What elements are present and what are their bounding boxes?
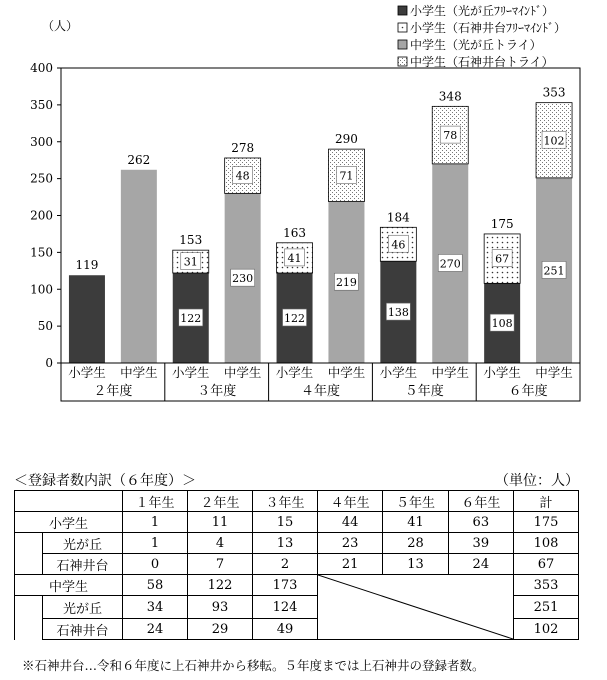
data-label: 219 <box>335 276 357 290</box>
header-cell: ６年生 <box>448 491 513 512</box>
table-cell: 251 <box>514 596 579 619</box>
header-cell <box>15 491 123 512</box>
data-label: 46 <box>391 238 406 252</box>
data-label: 67 <box>495 252 510 266</box>
indent-cell <box>15 533 43 575</box>
legend-swatch <box>398 6 407 15</box>
table-cell: 24 <box>448 554 513 575</box>
table-cell: 122 <box>188 575 253 596</box>
legend-swatch <box>398 40 407 49</box>
data-label: 108 <box>491 317 513 331</box>
legend-label: 中学生（光が丘トライ） <box>410 38 542 52</box>
year-label: ４年度 <box>300 384 341 399</box>
row-label: 石神井台 <box>43 619 123 640</box>
not-applicable-cell <box>318 575 514 640</box>
footnote: ※石神井台…令和６年度に上石神井から移転。５年度までは上石神井の登録者数。 <box>22 658 485 673</box>
table-cell: 49 <box>253 619 318 640</box>
breakdown-title: ＜登録者数内訳（６年度）＞ <box>14 473 196 489</box>
y-axis-label: （人） <box>42 19 79 33</box>
category-label: 小学生 <box>483 365 521 380</box>
category-label: 中学生 <box>120 365 158 380</box>
data-label: 48 <box>235 169 250 183</box>
category-label: 小学生 <box>68 365 106 380</box>
data-label: 71 <box>339 169 354 183</box>
table-cell: 29 <box>188 619 253 640</box>
table-cell: 173 <box>253 575 318 596</box>
table-header-row <box>15 491 579 512</box>
table-cell: 124 <box>253 596 318 619</box>
bar-segment <box>121 170 157 363</box>
data-label: 102 <box>543 134 565 148</box>
table-cell: 11 <box>188 512 253 533</box>
y-tick-label: 50 <box>37 319 53 334</box>
bar-total-label: 278 <box>231 140 255 155</box>
table-cell: 24 <box>123 619 188 640</box>
header-cell: １年生 <box>123 491 188 512</box>
year-label: ３年度 <box>197 384 237 399</box>
legend-label: 小学生（光が丘ﾌﾘｰﾏｲﾝﾄﾞ） <box>410 4 555 18</box>
header-cell: 計 <box>514 491 579 512</box>
bar-total-label: 163 <box>283 225 307 240</box>
table-cell: 39 <box>448 533 513 554</box>
y-tick-label: 350 <box>30 97 53 112</box>
bar-total-label: 153 <box>179 233 203 248</box>
header-cell: ４年生 <box>318 491 383 512</box>
table-cell: 67 <box>514 554 579 575</box>
y-tick-label: 250 <box>30 171 53 186</box>
bar-segment <box>69 275 105 363</box>
header-cell: ２年生 <box>188 491 253 512</box>
category-label: 中学生 <box>223 365 262 380</box>
table-row <box>15 554 579 575</box>
data-label: 122 <box>284 312 306 326</box>
table-cell: 44 <box>318 512 383 533</box>
category-label: 小学生 <box>379 365 418 380</box>
header-cell: ３年生 <box>253 491 318 512</box>
bar-total-label: 119 <box>75 258 99 273</box>
table-cell: 23 <box>318 533 383 554</box>
category-label: 中学生 <box>431 365 470 380</box>
unit-label: （単位：人） <box>495 473 579 489</box>
legend-label: 中学生（石神井台トライ） <box>410 55 554 69</box>
table-cell: 1 <box>123 533 188 554</box>
bar-total-label: 290 <box>334 132 358 147</box>
bar-total-label: 184 <box>386 210 410 225</box>
y-tick-label: 300 <box>30 134 53 149</box>
table-cell: 175 <box>514 512 579 533</box>
table-cell: 34 <box>123 596 188 619</box>
table-cell: 63 <box>448 512 513 533</box>
breakdown-table <box>14 490 579 640</box>
table-cell: 13 <box>253 533 318 554</box>
row-label: 小学生 <box>15 512 123 533</box>
bar-total-label: 262 <box>127 152 151 167</box>
table-cell: 7 <box>188 554 253 575</box>
data-label: 138 <box>387 306 409 320</box>
data-label: 122 <box>180 312 202 326</box>
data-label: 78 <box>443 129 458 143</box>
table-cell: 353 <box>514 575 579 596</box>
table-cell: 21 <box>318 554 383 575</box>
legend-swatch <box>398 23 407 32</box>
table-cell: 28 <box>383 533 448 554</box>
category-label: 小学生 <box>275 365 314 380</box>
data-label: 251 <box>543 264 565 278</box>
data-label: 41 <box>287 251 302 265</box>
row-label: 中学生 <box>15 575 123 596</box>
bar-total-label: 353 <box>542 85 566 100</box>
category-label: 中学生 <box>327 365 366 380</box>
category-label: 中学生 <box>535 365 573 380</box>
table-cell: 4 <box>188 533 253 554</box>
table-cell: 58 <box>123 575 188 596</box>
data-label: 270 <box>439 257 461 271</box>
table-cell: 0 <box>123 554 188 575</box>
diagonal-line <box>318 575 513 639</box>
y-tick-label: 0 <box>45 356 53 370</box>
row-label: 光が丘 <box>43 533 123 554</box>
table-row <box>15 512 579 533</box>
category-label: 小学生 <box>171 365 210 380</box>
y-tick-label: 200 <box>30 208 53 223</box>
y-tick-label: 150 <box>30 245 53 260</box>
table-row <box>15 575 579 596</box>
table-cell: 1 <box>123 512 188 533</box>
year-label: ５年度 <box>404 384 444 399</box>
data-label: 31 <box>183 255 198 269</box>
legend-label: 小学生（石神井台ﾌﾘｰﾏｲﾝﾄﾞ） <box>410 21 567 35</box>
year-label: ６年度 <box>508 384 548 399</box>
table-cell: 41 <box>383 512 448 533</box>
y-tick-label: 100 <box>30 282 53 297</box>
table-cell: 93 <box>188 596 253 619</box>
table-cell: 2 <box>253 554 318 575</box>
legend-swatch <box>398 57 407 66</box>
row-label: 石神井台 <box>43 554 123 575</box>
data-label: 230 <box>232 272 254 286</box>
table-cell: 102 <box>514 619 579 640</box>
table-cell: 15 <box>253 512 318 533</box>
row-label: 光が丘 <box>43 596 123 619</box>
table-cell: 13 <box>383 554 448 575</box>
bar-total-label: 348 <box>438 89 462 104</box>
year-label: ２年度 <box>93 384 133 399</box>
table-cell: 108 <box>514 533 579 554</box>
bar-total-label: 175 <box>490 216 514 231</box>
y-tick-label: 400 <box>30 61 53 75</box>
indent-cell <box>15 596 43 640</box>
table-row <box>15 533 579 554</box>
header-cell: ５年生 <box>383 491 448 512</box>
